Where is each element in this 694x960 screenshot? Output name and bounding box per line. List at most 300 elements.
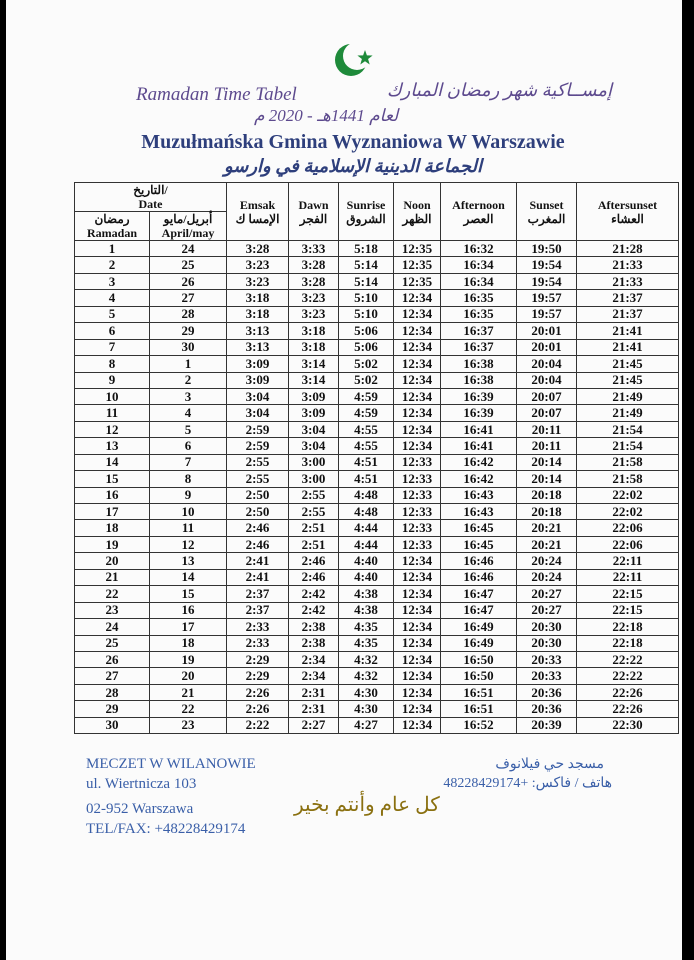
cell-afternoon: 16:50 [441,668,517,684]
cell-afternoon: 16:37 [441,323,517,339]
cell-sunset: 20:39 [517,717,577,733]
cell-ramadan: 18 [75,520,150,536]
cell-afternoon: 16:51 [441,701,517,717]
mosque-name-ar: مسجد حي فيلانوف [495,757,604,772]
cell-emsak: 2:46 [227,536,289,552]
cell-sunrise: 4:30 [339,701,394,717]
cell-aftersunset: 21:28 [577,241,679,257]
table-row [75,569,679,585]
cell-sunrise: 4:48 [339,487,394,503]
cell-sunset: 20:36 [517,684,577,700]
cell-aftersunset: 22:11 [577,553,679,569]
table-row [75,405,679,421]
cell-afternoon: 16:42 [441,471,517,487]
cell-sunrise: 4:48 [339,504,394,520]
cell-ramadan: 25 [75,635,150,651]
cell-afternoon: 16:52 [441,717,517,733]
cell-april-may: 8 [150,471,227,487]
cell-april-may: 26 [150,273,227,289]
col-aftersunset [577,183,679,241]
cell-sunset: 20:07 [517,388,577,404]
col-ramadan-en: Ramadan [86,226,137,240]
cell-ramadan: 7 [75,339,150,355]
cell-ramadan: 8 [75,356,150,372]
cell-dawn: 3:14 [289,356,339,372]
table-row [75,635,679,651]
table-row [75,520,679,536]
cell-noon: 12:34 [394,405,441,421]
table-row [75,454,679,470]
cell-dawn: 3:18 [289,323,339,339]
cell-afternoon: 16:39 [441,405,517,421]
cell-noon: 12:35 [394,257,441,273]
cell-afternoon: 16:43 [441,487,517,503]
cell-noon: 12:33 [394,487,441,503]
cell-april-may: 13 [150,553,227,569]
cell-afternoon: 16:47 [441,586,517,602]
cell-dawn: 3:00 [289,471,339,487]
table-row [75,323,679,339]
cell-aftersunset: 22:15 [577,586,679,602]
cell-sunset: 20:36 [517,701,577,717]
table-row [75,701,679,717]
cell-emsak: 2:55 [227,471,289,487]
cell-aftersunset: 21:45 [577,372,679,388]
cell-afternoon: 16:38 [441,356,517,372]
cell-noon: 12:34 [394,323,441,339]
cell-sunrise: 5:14 [339,273,394,289]
cell-dawn: 2:51 [289,520,339,536]
cell-aftersunset: 22:15 [577,602,679,618]
cell-ramadan: 3 [75,273,150,289]
cell-april-may: 22 [150,701,227,717]
cell-afternoon: 16:51 [441,684,517,700]
cell-noon: 12:34 [394,701,441,717]
cell-afternoon: 16:46 [441,553,517,569]
cell-emsak: 2:59 [227,421,289,437]
cell-ramadan: 2 [75,257,150,273]
cell-emsak: 3:13 [227,323,289,339]
cell-noon: 12:34 [394,635,441,651]
cell-ramadan: 15 [75,471,150,487]
cell-dawn: 3:04 [289,421,339,437]
cell-sunrise: 5:10 [339,306,394,322]
col-ramadan [75,212,150,241]
cell-emsak: 2:26 [227,701,289,717]
cell-ramadan: 28 [75,684,150,700]
cell-noon: 12:34 [394,438,441,454]
cell-dawn: 2:42 [289,602,339,618]
organization-name-ar: الجماعة الدينية الإسلامية في وارسو [223,156,483,176]
cell-emsak: 3:04 [227,388,289,404]
cell-sunrise: 4:35 [339,619,394,635]
cell-dawn: 2:46 [289,569,339,585]
cell-emsak: 3:28 [227,241,289,257]
col-emsak-en: Emsak [239,197,276,212]
cell-sunrise: 4:59 [339,405,394,421]
cell-sunset: 20:24 [517,553,577,569]
cell-sunrise: 4:38 [339,602,394,618]
title-en: Ramadan Time Tabel [136,84,297,105]
cell-emsak: 3:09 [227,356,289,372]
cell-afternoon: 16:49 [441,619,517,635]
cell-noon: 12:33 [394,536,441,552]
cell-afternoon: 16:47 [441,602,517,618]
col-afternoon [441,183,517,241]
table-row [75,668,679,684]
cell-emsak: 3:23 [227,257,289,273]
cell-sunrise: 4:44 [339,536,394,552]
col-sunrise-en: Sunrise [346,197,386,212]
cell-aftersunset: 21:41 [577,323,679,339]
cell-emsak: 2:41 [227,569,289,585]
cell-emsak: 2:46 [227,520,289,536]
cell-ramadan: 1 [75,241,150,257]
cell-aftersunset: 22:22 [577,668,679,684]
cell-ramadan: 27 [75,668,150,684]
title-ar: إمســاكية شهر رمضان المبارك [386,80,612,100]
cell-afternoon: 16:43 [441,504,517,520]
cell-april-may: 10 [150,504,227,520]
cell-ramadan: 16 [75,487,150,503]
cell-afternoon: 16:41 [441,438,517,454]
cell-sunrise: 4:30 [339,684,394,700]
cell-dawn: 3:09 [289,388,339,404]
cell-sunset: 20:07 [517,405,577,421]
cell-noon: 12:34 [394,651,441,667]
cell-noon: 12:34 [394,339,441,355]
cell-ramadan: 11 [75,405,150,421]
cell-april-may: 11 [150,520,227,536]
cell-sunrise: 4:32 [339,668,394,684]
timetable-body [75,241,679,734]
cell-afternoon: 16:42 [441,454,517,470]
cell-aftersunset: 22:06 [577,520,679,536]
cell-sunset: 19:50 [517,241,577,257]
cell-sunset: 19:54 [517,257,577,273]
cell-dawn: 2:31 [289,684,339,700]
cell-sunrise: 4:38 [339,586,394,602]
crescent-star-icon [331,38,375,82]
cell-noon: 12:34 [394,717,441,733]
table-row [75,651,679,667]
cell-sunrise: 4:27 [339,717,394,733]
col-april-may-en: April/may [161,226,215,240]
cell-sunrise: 4:51 [339,471,394,487]
mosque-name-en: MECZET W WILANOWIE [86,756,256,772]
table-row [75,273,679,289]
cell-sunrise: 5:02 [339,372,394,388]
cell-ramadan: 24 [75,619,150,635]
cell-afternoon: 16:41 [441,421,517,437]
table-row [75,438,679,454]
cell-aftersunset: 21:58 [577,454,679,470]
cell-ramadan: 20 [75,553,150,569]
cell-april-may: 16 [150,602,227,618]
cell-ramadan: 13 [75,438,150,454]
cell-emsak: 2:29 [227,668,289,684]
table-row [75,306,679,322]
cell-april-may: 6 [150,438,227,454]
table-row [75,421,679,437]
cell-ramadan: 12 [75,421,150,437]
cell-afternoon: 16:45 [441,520,517,536]
cell-dawn: 3:23 [289,306,339,322]
cell-sunset: 20:14 [517,454,577,470]
cell-sunset: 20:01 [517,339,577,355]
cell-aftersunset: 21:49 [577,405,679,421]
cell-dawn: 2:34 [289,668,339,684]
cell-april-may: 30 [150,339,227,355]
cell-afternoon: 16:34 [441,257,517,273]
cell-ramadan: 6 [75,323,150,339]
cell-emsak: 2:59 [227,438,289,454]
cell-april-may: 20 [150,668,227,684]
cell-aftersunset: 22:18 [577,619,679,635]
table-row [75,504,679,520]
cell-april-may: 15 [150,586,227,602]
cell-dawn: 3:33 [289,241,339,257]
cell-aftersunset: 21:33 [577,257,679,273]
col-noon [394,183,441,241]
cell-april-may: 18 [150,635,227,651]
cell-dawn: 2:51 [289,536,339,552]
cell-noon: 12:34 [394,586,441,602]
cell-aftersunset: 21:58 [577,471,679,487]
table-row [75,290,679,306]
table-row [75,684,679,700]
table-row [75,257,679,273]
cell-april-may: 7 [150,454,227,470]
cell-noon: 12:34 [394,619,441,635]
cell-noon: 12:34 [394,290,441,306]
cell-aftersunset: 22:11 [577,569,679,585]
table-row [75,602,679,618]
cell-dawn: 3:23 [289,290,339,306]
col-noon-ar: الظهر [402,211,432,226]
cell-ramadan: 5 [75,306,150,322]
cell-noon: 12:34 [394,553,441,569]
cell-sunset: 20:21 [517,536,577,552]
cell-dawn: 2:38 [289,619,339,635]
cell-sunrise: 5:10 [339,290,394,306]
cell-april-may: 3 [150,388,227,404]
cell-sunset: 20:33 [517,668,577,684]
cell-dawn: 3:00 [289,454,339,470]
cell-sunset: 20:04 [517,356,577,372]
cell-noon: 12:35 [394,273,441,289]
timetable-sheet [6,0,682,960]
table-row [75,586,679,602]
col-afternoon-en: Afternoon [452,197,505,212]
cell-dawn: 3:09 [289,405,339,421]
table-row [75,471,679,487]
cell-april-may: 4 [150,405,227,421]
cell-ramadan: 17 [75,504,150,520]
greeting-ar: كل عام وأنتم بخير [294,794,440,816]
cell-aftersunset: 22:18 [577,635,679,651]
cell-aftersunset: 21:33 [577,273,679,289]
col-noon-en: Noon [403,197,431,212]
cell-sunset: 20:27 [517,586,577,602]
cell-ramadan: 23 [75,602,150,618]
cell-emsak: 2:33 [227,619,289,635]
cell-dawn: 3:14 [289,372,339,388]
cell-sunset: 20:21 [517,520,577,536]
cell-sunrise: 4:35 [339,635,394,651]
cell-noon: 12:34 [394,356,441,372]
cell-noon: 12:34 [394,569,441,585]
cell-afternoon: 16:38 [441,372,517,388]
cell-sunrise: 5:02 [339,356,394,372]
cell-aftersunset: 21:54 [577,421,679,437]
cell-emsak: 2:33 [227,635,289,651]
cell-sunrise: 5:06 [339,339,394,355]
cell-afternoon: 16:45 [441,536,517,552]
date-group-ar: التاريخ/ [133,183,168,197]
postcode-city: 02-952 Warszawa [86,801,194,817]
col-april-may-ar: أبريل/مايو [163,212,213,226]
col-dawn [289,183,339,241]
cell-april-may: 9 [150,487,227,503]
cell-april-may: 5 [150,421,227,437]
cell-emsak: 2:37 [227,586,289,602]
cell-sunset: 20:24 [517,569,577,585]
cell-aftersunset: 21:41 [577,339,679,355]
cell-aftersunset: 22:26 [577,684,679,700]
col-sunset [517,183,577,241]
cell-aftersunset: 21:45 [577,356,679,372]
cell-sunrise: 4:40 [339,553,394,569]
table-row [75,339,679,355]
col-aftersunset-ar: العشاء [611,211,644,226]
date-group-header [75,183,227,212]
table-row [75,388,679,404]
organization-name-en: Muzułmańska Gmina Wyznaniowa W Warszawie [141,131,565,153]
cell-april-may: 24 [150,241,227,257]
cell-afternoon: 16:32 [441,241,517,257]
cell-afternoon: 16:34 [441,273,517,289]
table-row [75,241,679,257]
cell-aftersunset: 21:49 [577,388,679,404]
cell-april-may: 2 [150,372,227,388]
cell-ramadan: 21 [75,569,150,585]
table-row [75,356,679,372]
cell-sunset: 20:11 [517,438,577,454]
col-sunrise [339,183,394,241]
cell-sunset: 19:57 [517,290,577,306]
cell-noon: 12:33 [394,471,441,487]
prayer-timetable [74,182,679,734]
cell-dawn: 3:28 [289,257,339,273]
cell-dawn: 2:55 [289,504,339,520]
cell-sunset: 20:27 [517,602,577,618]
col-sunrise-ar: الشروق [346,211,386,226]
cell-ramadan: 4 [75,290,150,306]
col-dawn-ar: الفجر [299,211,328,226]
cell-sunrise: 4:55 [339,421,394,437]
tel-fax-ar: هاتف / فاكس: +48228429174 [443,776,612,791]
cell-dawn: 2:46 [289,553,339,569]
cell-sunrise: 4:51 [339,454,394,470]
cell-emsak: 2:50 [227,487,289,503]
table-row [75,536,679,552]
cell-ramadan: 10 [75,388,150,404]
year-ar: لعام 1441هـ - 2020 م [254,106,399,125]
cell-emsak: 2:22 [227,717,289,733]
cell-april-may: 23 [150,717,227,733]
cell-aftersunset: 22:26 [577,701,679,717]
col-aftersunset-en: Aftersunset [597,197,658,212]
cell-sunset: 20:30 [517,635,577,651]
table-row [75,619,679,635]
cell-ramadan: 22 [75,586,150,602]
table-row [75,553,679,569]
cell-april-may: 1 [150,356,227,372]
cell-sunset: 20:30 [517,619,577,635]
table-row [75,487,679,503]
cell-april-may: 29 [150,323,227,339]
cell-emsak: 3:04 [227,405,289,421]
street-address: ul. Wiertnicza 103 [86,776,197,792]
cell-emsak: 2:26 [227,684,289,700]
cell-sunrise: 4:59 [339,388,394,404]
cell-sunrise: 5:18 [339,241,394,257]
cell-april-may: 12 [150,536,227,552]
cell-afternoon: 16:35 [441,290,517,306]
cell-dawn: 2:34 [289,651,339,667]
cell-april-may: 21 [150,684,227,700]
cell-sunrise: 4:44 [339,520,394,536]
cell-afternoon: 16:35 [441,306,517,322]
cell-ramadan: 19 [75,536,150,552]
cell-aftersunset: 22:22 [577,651,679,667]
date-group-en: Date [138,197,163,211]
cell-ramadan: 14 [75,454,150,470]
cell-emsak: 3:18 [227,290,289,306]
cell-emsak: 2:55 [227,454,289,470]
cell-sunset: 20:18 [517,487,577,503]
cell-sunset: 19:57 [517,306,577,322]
cell-noon: 12:34 [394,668,441,684]
cell-afternoon: 16:49 [441,635,517,651]
cell-emsak: 2:41 [227,553,289,569]
table-row [75,372,679,388]
cell-emsak: 2:37 [227,602,289,618]
cell-sunrise: 4:32 [339,651,394,667]
col-emsak-ar: الإمسا ك [235,211,280,226]
cell-afternoon: 16:39 [441,388,517,404]
cell-april-may: 17 [150,619,227,635]
cell-april-may: 27 [150,290,227,306]
cell-noon: 12:33 [394,454,441,470]
cell-aftersunset: 21:54 [577,438,679,454]
col-sunset-ar: المغرب [527,211,566,226]
col-afternoon-ar: العصر [463,211,494,226]
cell-sunset: 20:33 [517,651,577,667]
cell-sunset: 19:54 [517,273,577,289]
cell-ramadan: 29 [75,701,150,717]
cell-aftersunset: 21:37 [577,290,679,306]
col-emsak [227,183,289,241]
cell-emsak: 3:23 [227,273,289,289]
cell-noon: 12:34 [394,421,441,437]
cell-dawn: 2:55 [289,487,339,503]
cell-april-may: 14 [150,569,227,585]
cell-noon: 12:34 [394,602,441,618]
cell-noon: 12:34 [394,306,441,322]
cell-april-may: 28 [150,306,227,322]
